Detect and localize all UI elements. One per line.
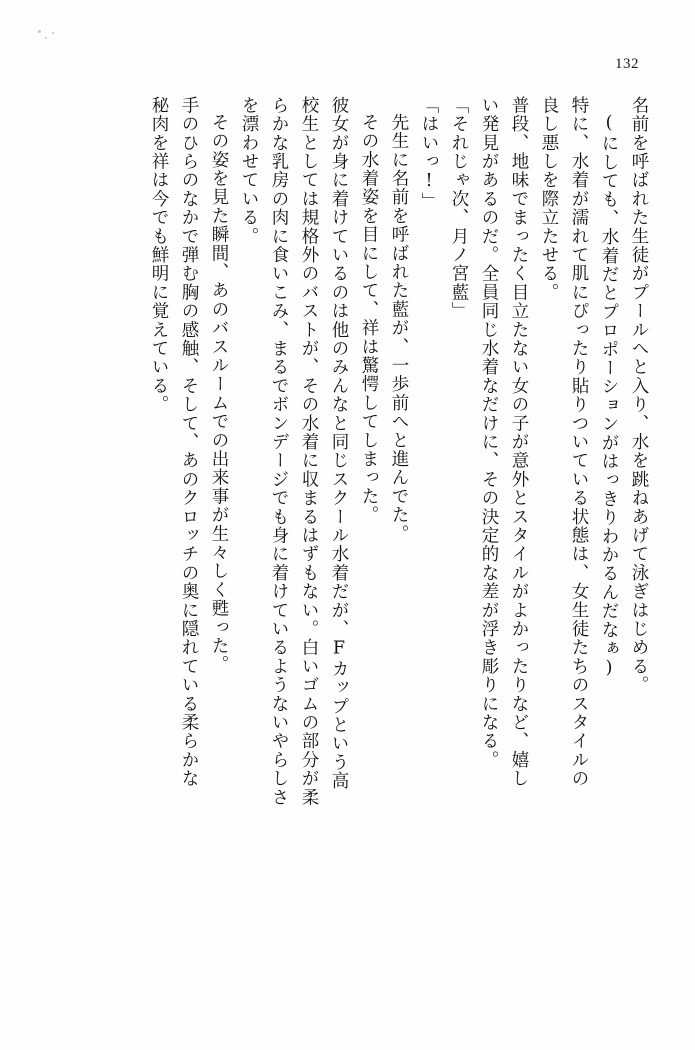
text-column: 彼女が身に着けているのは他のみんなと同じスクール水着だが、Fカップという高 [329,96,349,791]
page-number: 132 [615,56,639,72]
text-column: (にしても、水着だとプロポーションがはっきりわかるんだなぁ) [599,113,619,679]
scan-speck-icon [38,30,41,33]
vertical-text-body [48,96,647,996]
text-column: その姿を見た瞬間、あのバスルームでの出来事が生々しく甦った。 [209,113,229,674]
text-column: い発見があるのだ。全員同じ水着なだけに、その決定的な差が浮き彫りになる。 [479,96,499,770]
text-column: 普段、地味でまったく目立たない女の子が意外とスタイルがよかったりなど、嬉し [509,96,529,788]
text-column: らかな乳房の肉に食いこみ、まるでボンデージでも身に着けているようないやらしさ [269,96,289,807]
text-column: 先生に名前を呼ばれた藍が、一歩前へと進んでた。 [389,113,409,544]
scan-speck-icon [52,32,54,34]
text-column: を漂わせている。 [239,96,259,246]
text-column: 「はいっ!」 [419,96,439,211]
text-column: その水着姿を目にして、祥は驚愕してしまった。 [359,113,379,525]
text-column: 手のひらのなかで弾む胸の感触、そして、あのクロッチの奥に隠れている柔らかな [179,96,199,788]
text-column: 名前を呼ばれた生徒がプールへと入り、水を跳ねあげて泳ぎはじめる。 [629,96,649,695]
text-column: 「それじゃ次、月ノ宮藍」 [449,96,469,321]
text-column: 良し悪しを際立たせる。 [539,96,559,302]
text-column: 秘肉を祥は今でも鮮明に覚えている。 [149,96,169,414]
text-column: 特に、水着が濡れて肌にぴったり貼りついている状態は、女生徒たちのスタイルの [569,96,589,788]
scan-speck-icon [45,37,47,39]
text-column: 校生としては規格外のバストが、その水着に収まるはずもない。白いゴムの部分が柔 [299,96,319,807]
